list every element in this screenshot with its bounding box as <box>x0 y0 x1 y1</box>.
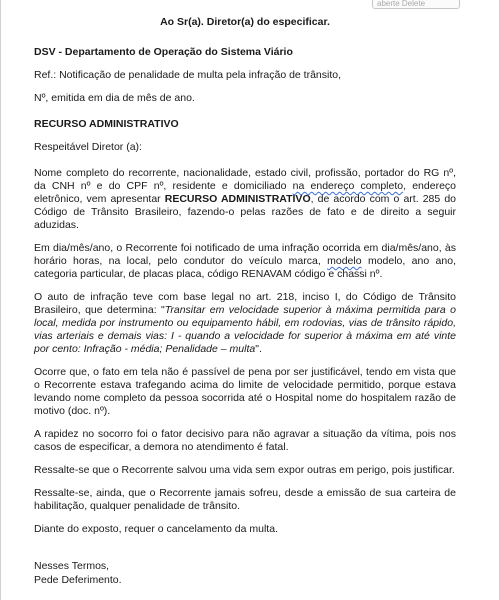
paragraph-saved-life: Ressalte-se que o Recorrente salvou uma vida sem expor outras em perigo, pois justificar. <box>34 464 455 476</box>
document-page <box>34 16 456 587</box>
department-line: DSV - Departamento de Operação do Sistema Viário <box>34 46 293 58</box>
paragraph-legal-basis <box>34 291 456 356</box>
paragraph-request: Diante do exposto, requer o cancelamento da multa. <box>34 523 278 535</box>
spellcheck-underline: modelo <box>327 255 362 267</box>
para3-text: ". <box>255 343 262 355</box>
closing-block <box>34 559 456 587</box>
section-title: RECURSO ADMINISTRATIVO <box>34 118 179 130</box>
para2-text: modelo, ano ano, categoria particular, de placas placa, código RENAVAM código e chassi nº. <box>34 255 456 280</box>
salutation: Respeitável Diretor (a): <box>34 141 142 153</box>
closing-line: Pede Deferimento. <box>34 574 122 586</box>
para1-text: Nome completo do recorrente, nacionalidade, estado civil, profissão, portador do RG nº, da CNH nº e do CPF nº, residente e domiciliado <box>34 167 456 192</box>
para1-bold: RECURSO ADMINISTRATIVO <box>164 193 311 205</box>
paragraph-clean-record: Ressalte-se, ainda, que o Recorrente jamais sofreu, desde a emissão de sua carteira de habilitação, qualquer penalidade de trânsito. <box>34 487 456 512</box>
para3-text: O auto de infração teve com base legal no art. 218, inciso I, do Código de Trânsito Brasileiro, que determina: " <box>34 291 456 316</box>
paragraph-facts <box>34 242 456 281</box>
para1-text: , de acordo com o art. 285 do Código de Trânsito Brasileiro, fazendo-o pelas razões de fato e de direito a seguir aduzidas. <box>34 193 456 231</box>
greeting-heading: Ao Sr(a). Diretor(a) do especificar. <box>160 16 330 28</box>
notice-line: Nº, emitida em dia de mês de ano. <box>34 92 195 104</box>
law-quote: Transitar em velocidade superior à máxima permitida para o local, medida por instrumento ou equipamento hábil, em rodovias, vias de trânsito rápido, vias arteriais e demais vias: I - quando a velocidade for superior à máxima em até vinte por cento: Infração - média; Penalidade – multa <box>34 304 456 355</box>
paragraph-qualification <box>34 167 456 232</box>
paragraph-justification: Ocorre que, o fato em tela não é passível de pena por ser justificável, tendo em vista que o Recorrente estava trafegando acima do limite de velocidade permitido, porque estava levando nome completo da pessoa socorrida até o Hospital nome do hospitalem razão de motivo (doc. nº). <box>34 366 456 417</box>
reference-line: Ref.: Notificação de penalidade de multa pela infração de trânsito, <box>34 69 342 81</box>
paragraph-urgency: A rapidez no socorro foi o fator decisivo para não agravar a situação da vítima, pois nos casos de especificar, a demora no atendimento é fatal. <box>34 428 456 453</box>
para1-text: , endereço eletrônico, vem apresentar <box>34 180 456 205</box>
top-partial-button[interactable]: aberte Delete <box>372 0 460 9</box>
spellcheck-underline: na endereço completo <box>292 180 404 192</box>
para2-text: Em dia/mês/ano, o Recorrente foi notificado de uma infração ocorrida em dia/mês/ano, às horário horas, na local, pelo condutor do veículo marca, <box>34 242 456 267</box>
closing-line: Nesses Termos, <box>34 560 110 572</box>
page-left-border <box>0 0 1 600</box>
